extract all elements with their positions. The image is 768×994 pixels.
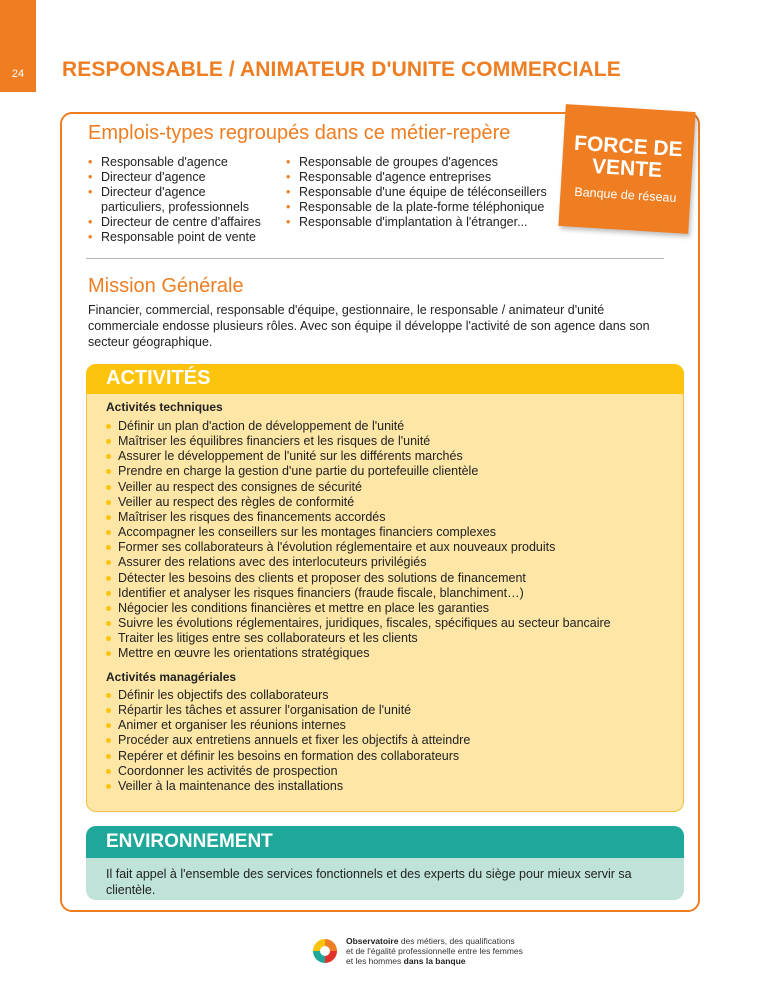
emplois-list-col1 [86,155,266,245]
footer-bold-1: Observatoire [346,936,399,946]
list-item: • Directeur d'agence particuliers, professionnels [86,185,266,215]
list-item: • Responsable d'une équipe de téléconseillers [284,185,564,200]
list-item: Définir un plan d'action de développement de l'unité [106,419,676,434]
observatoire-logo-icon [310,936,340,966]
list-item: Veiller à la maintenance des installations [106,779,676,794]
badge-line1: FORCE DE [573,131,684,162]
list-item: Veiller au respect des règles de conformité [106,495,676,510]
footer-bold-3: dans la banque [403,956,466,966]
environnement-text: Il fait appel à l'ensemble des services fonctionnels et des experts du siège pour mieux servir sa clientèle. [106,867,632,897]
list-item: • Responsable point de vente [86,230,266,245]
emplois-heading: Emplois-types regroupés dans ce métier-repère [88,122,511,144]
activites-heading: ACTIVITÉS [106,367,211,389]
list-item: Former ses collaborateurs à l'évolution réglementaire et aux nouveaux produits [106,540,676,555]
divider [86,258,664,259]
footer-text-1: des métiers, des qualifications [398,936,515,946]
badge-line2: VENTE [591,154,663,183]
list-item: Répartir les tâches et assurer l'organisation de l'unité [106,703,676,718]
list-item: • Responsable de la plate-forme téléphonique [284,200,564,215]
list-item: • Responsable d'implantation à l'étranger... [284,215,564,230]
mgr-activities-list [106,688,676,794]
list-item: Définir les objectifs des collaborateurs [106,688,676,703]
list-item: Traiter les litiges entre ses collaborateurs et les clients [106,631,676,646]
environnement-box [86,826,684,900]
mission-text: Financier, commercial, responsable d'équipe, gestionnaire, le responsable / animateur d'unité commerciale endosse plusieurs rôles. Avec son équipe il développe l'activité de son agence dans son secteur géographique. [88,303,650,349]
footer [310,936,523,966]
tech-activities-list [106,419,676,662]
page-title: RESPONSABLE / ANIMATEUR D'UNITE COMMERCIALE [62,58,621,81]
list-item: • Responsable d'agence [86,155,266,170]
list-item: Procéder aux entretiens annuels et fixer les objectifs à atteindre [106,733,676,748]
list-item: Suivre les évolutions réglementaires, juridiques, fiscales, spécifiques au secteur bancaire [106,616,676,631]
footer-text [346,936,523,966]
mgr-heading: Activités managériales [106,670,237,684]
list-item: • Responsable de groupes d'agences [284,155,564,170]
list-item: Coordonner les activités de prospection [106,764,676,779]
list-item: Détecter les besoins des clients et proposer des solutions de financement [106,571,676,586]
list-item: • Directeur de centre d'affaires [86,215,266,230]
list-item: • Directeur d'agence [86,170,266,185]
list-item: Négocier les conditions financières et mettre en place les garanties [106,601,676,616]
list-item: Identifier et analyser les risques financiers (fraude fiscale, blanchiment…) [106,586,676,601]
list-item: • Responsable d'agence entreprises [284,170,564,185]
badge-subtitle: Banque de réseau [573,184,677,206]
tech-heading: Activités techniques [106,400,223,414]
page-number: 24 [11,68,25,80]
list-item: Maîtriser les équilibres financiers et les risques de l'unité [106,434,676,449]
list-item: Assurer le développement de l'unité sur les différents marchés [106,449,676,464]
environnement-heading: ENVIRONNEMENT [86,826,684,858]
list-item: Assurer des relations avec des interlocuteurs privilégiés [106,555,676,570]
footer-text-2: et de l'égalité professionnelle entre les femmes [346,946,523,956]
emplois-list-col2 [284,155,564,230]
force-de-vente-badge [558,104,695,234]
mission-heading: Mission Générale [88,275,244,297]
list-item: Animer et organiser les réunions internes [106,718,676,733]
list-item: Prendre en charge la gestion d'une partie du portefeuille clientèle [106,464,676,479]
list-item: Veiller au respect des consignes de sécurité [106,480,676,495]
footer-text-3: et les hommes [346,956,404,966]
list-item: Mettre en œuvre les orientations stratégiques [106,646,676,661]
page-number-tab [0,0,36,92]
list-item: Accompagner les conseillers sur les montages financiers complexes [106,525,676,540]
list-item: Repérer et définir les besoins en formation des collaborateurs [106,749,676,764]
list-item: Maîtriser les risques des financements accordés [106,510,676,525]
